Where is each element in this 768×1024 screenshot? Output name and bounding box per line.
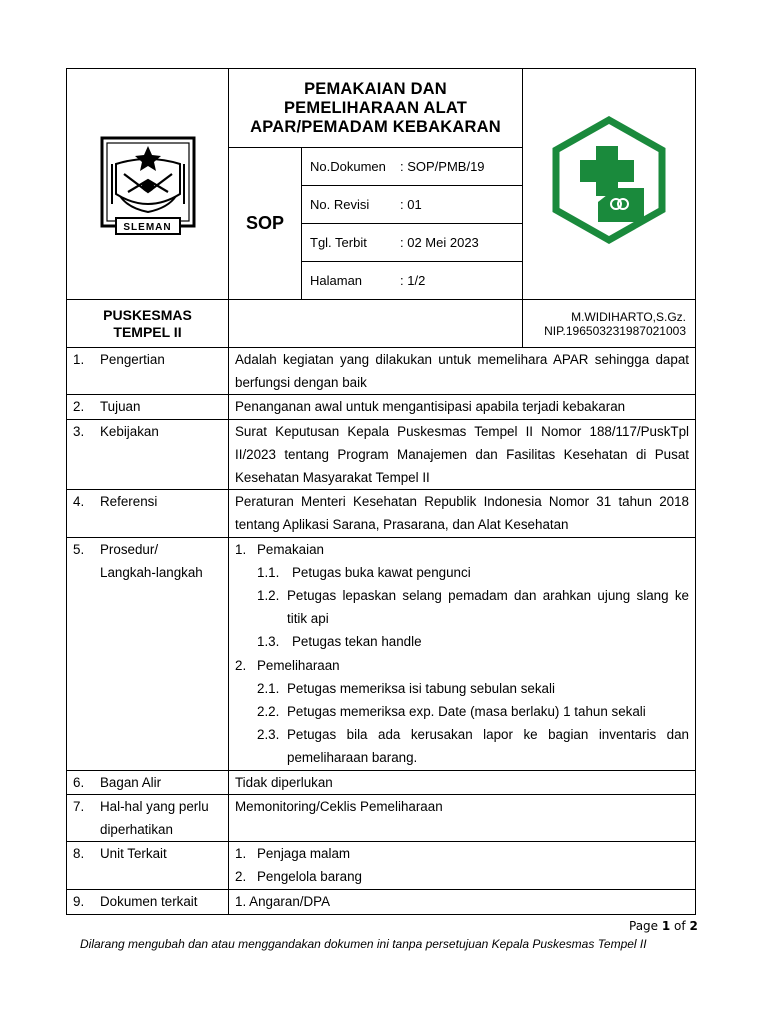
row-number: 2. (73, 399, 85, 415)
row-number: 5. (73, 541, 85, 557)
sleman-logo-label: SLEMAN (123, 221, 172, 233)
list-item: 1.2. Petugas lepaskan selang pemadam dan arahkan ujung slang ke titik api (257, 588, 689, 627)
meta-label-text: No. Revisi (310, 196, 370, 212)
puskesmas-logo-icon (550, 116, 668, 244)
list-item: 1.1. Petugas buka kawat pengunci (257, 564, 471, 580)
meta-label-text: Halaman (310, 272, 363, 288)
row-label: Bagan Alir (100, 774, 162, 790)
table-row (67, 842, 696, 889)
title-line-3: APAR/PEMADAM KEBAKARAN (250, 117, 501, 136)
meta-value-text: : 1/2 (400, 272, 426, 288)
row-number: 8. (73, 846, 85, 862)
row-number: 4. (73, 494, 85, 510)
row-label: Referensi (100, 494, 158, 510)
row-label: Tujuan (100, 399, 141, 415)
row-label: Unit Terkait (100, 846, 167, 862)
meta-value-text: : 02 Mei 2023 (400, 234, 479, 250)
list-item: 2.2. Petugas memeriksa exp. Date (masa berlaku) 1 tahun sekali (257, 704, 646, 720)
row-content: Adalah kegiatan yang dilakukan untuk memelihara APAR sehingga dapat berfungsi dengan baik (229, 348, 696, 395)
row-label-line-2: Langkah-langkah (100, 564, 203, 580)
table-row (67, 490, 696, 537)
table-row (67, 889, 696, 914)
list-item: 1. Pemakaian (235, 541, 324, 557)
meta-value-text: : SOP/PMB/19 (400, 158, 485, 174)
sop-table (66, 68, 696, 915)
meta-label-text: Tgl. Terbit (310, 234, 367, 250)
table-row (67, 770, 696, 794)
row-number: 6. (73, 774, 85, 790)
signer-name: M.WIDIHARTO,S.Gz. (571, 309, 686, 324)
puskesmas-name (67, 300, 229, 348)
signer-block (523, 300, 696, 348)
page-number: Page 1 of 2 (629, 919, 698, 933)
list-item: 2.1. Petugas memeriksa isi tabung sebulan sekali (257, 680, 555, 696)
footer-note: Dilarang mengubah dan atau menggandakan dokumen ini tanpa persetujuan Kepala Puskesmas Tempel II (80, 937, 647, 951)
table-row (67, 348, 696, 395)
row-content: Surat Keputusan Kepala Puskesmas Tempel II Nomor 188/117/PuskTpl II/2023 tentang Program Manajemen dan Fasilitas Kesehatan di Pusat Kesehatan Masyarakat Tempel II (229, 419, 696, 490)
sop-label: SOP (229, 148, 302, 300)
row-number: 3. (73, 423, 85, 439)
row-content: 1. Angaran/DPA (229, 889, 696, 914)
signer-nip: NIP.196503231987021003 (544, 323, 686, 338)
list-item: 1. Penjaga malam (235, 846, 351, 862)
list-item: 2.3. Petugas bila ada kerusakan lapor ke bagian inventaris dan pemeliharaan barang. (257, 727, 689, 766)
row-content: Peraturan Menteri Kesehatan Republik Indonesia Nomor 31 tahun 2018 tentang Aplikasi Sarana, Prasarana, dan Alat Kesehatan (229, 490, 696, 537)
row-label-line-2: diperhatikan (100, 822, 173, 838)
table-row (67, 395, 696, 419)
row-label-line-1: Hal-hal yang perlu (100, 798, 209, 814)
signature-space (229, 300, 523, 348)
meta-label-text: No.Dokumen (310, 158, 386, 174)
list-item: 2. Pemeliharaan (235, 657, 340, 673)
unit-list (229, 842, 696, 889)
row-number: 1. (73, 352, 85, 367)
row-content: Tidak diperlukan (229, 770, 696, 794)
table-row (67, 537, 696, 770)
title-line-2: PEMELIHARAAN ALAT (283, 98, 468, 117)
row-label: Kebijakan (100, 423, 159, 439)
meta-value-text: : 01 (400, 196, 422, 212)
row-label: Dokumen terkait (100, 893, 198, 909)
row-content: Memonitoring/Ceklis Pemeliharaan (229, 794, 696, 841)
list-item: 1.3. Petugas tekan handle (257, 634, 422, 650)
row-number: 9. (73, 893, 85, 909)
row-label: Pengertian (100, 352, 165, 367)
title-line-1: PEMAKAIAN DAN (304, 79, 447, 98)
document-title (229, 69, 523, 148)
sleman-logo-cell (67, 69, 229, 300)
row-content: Penanganan awal untuk mengantisipasi apabila terjadi kebakaran (229, 395, 696, 419)
row-number: 7. (73, 798, 85, 814)
list-item: 2. Pengelola barang (235, 869, 362, 885)
table-row (67, 794, 696, 841)
table-row (67, 419, 696, 490)
meta-page-label (302, 262, 696, 300)
procedure-list (229, 537, 696, 770)
sop-document (66, 68, 695, 915)
puskesmas-line-2: TEMPEL II (113, 323, 182, 340)
puskesmas-line-1: PUSKESMAS (103, 306, 192, 323)
row-label-line-1: Prosedur/ (100, 541, 159, 557)
